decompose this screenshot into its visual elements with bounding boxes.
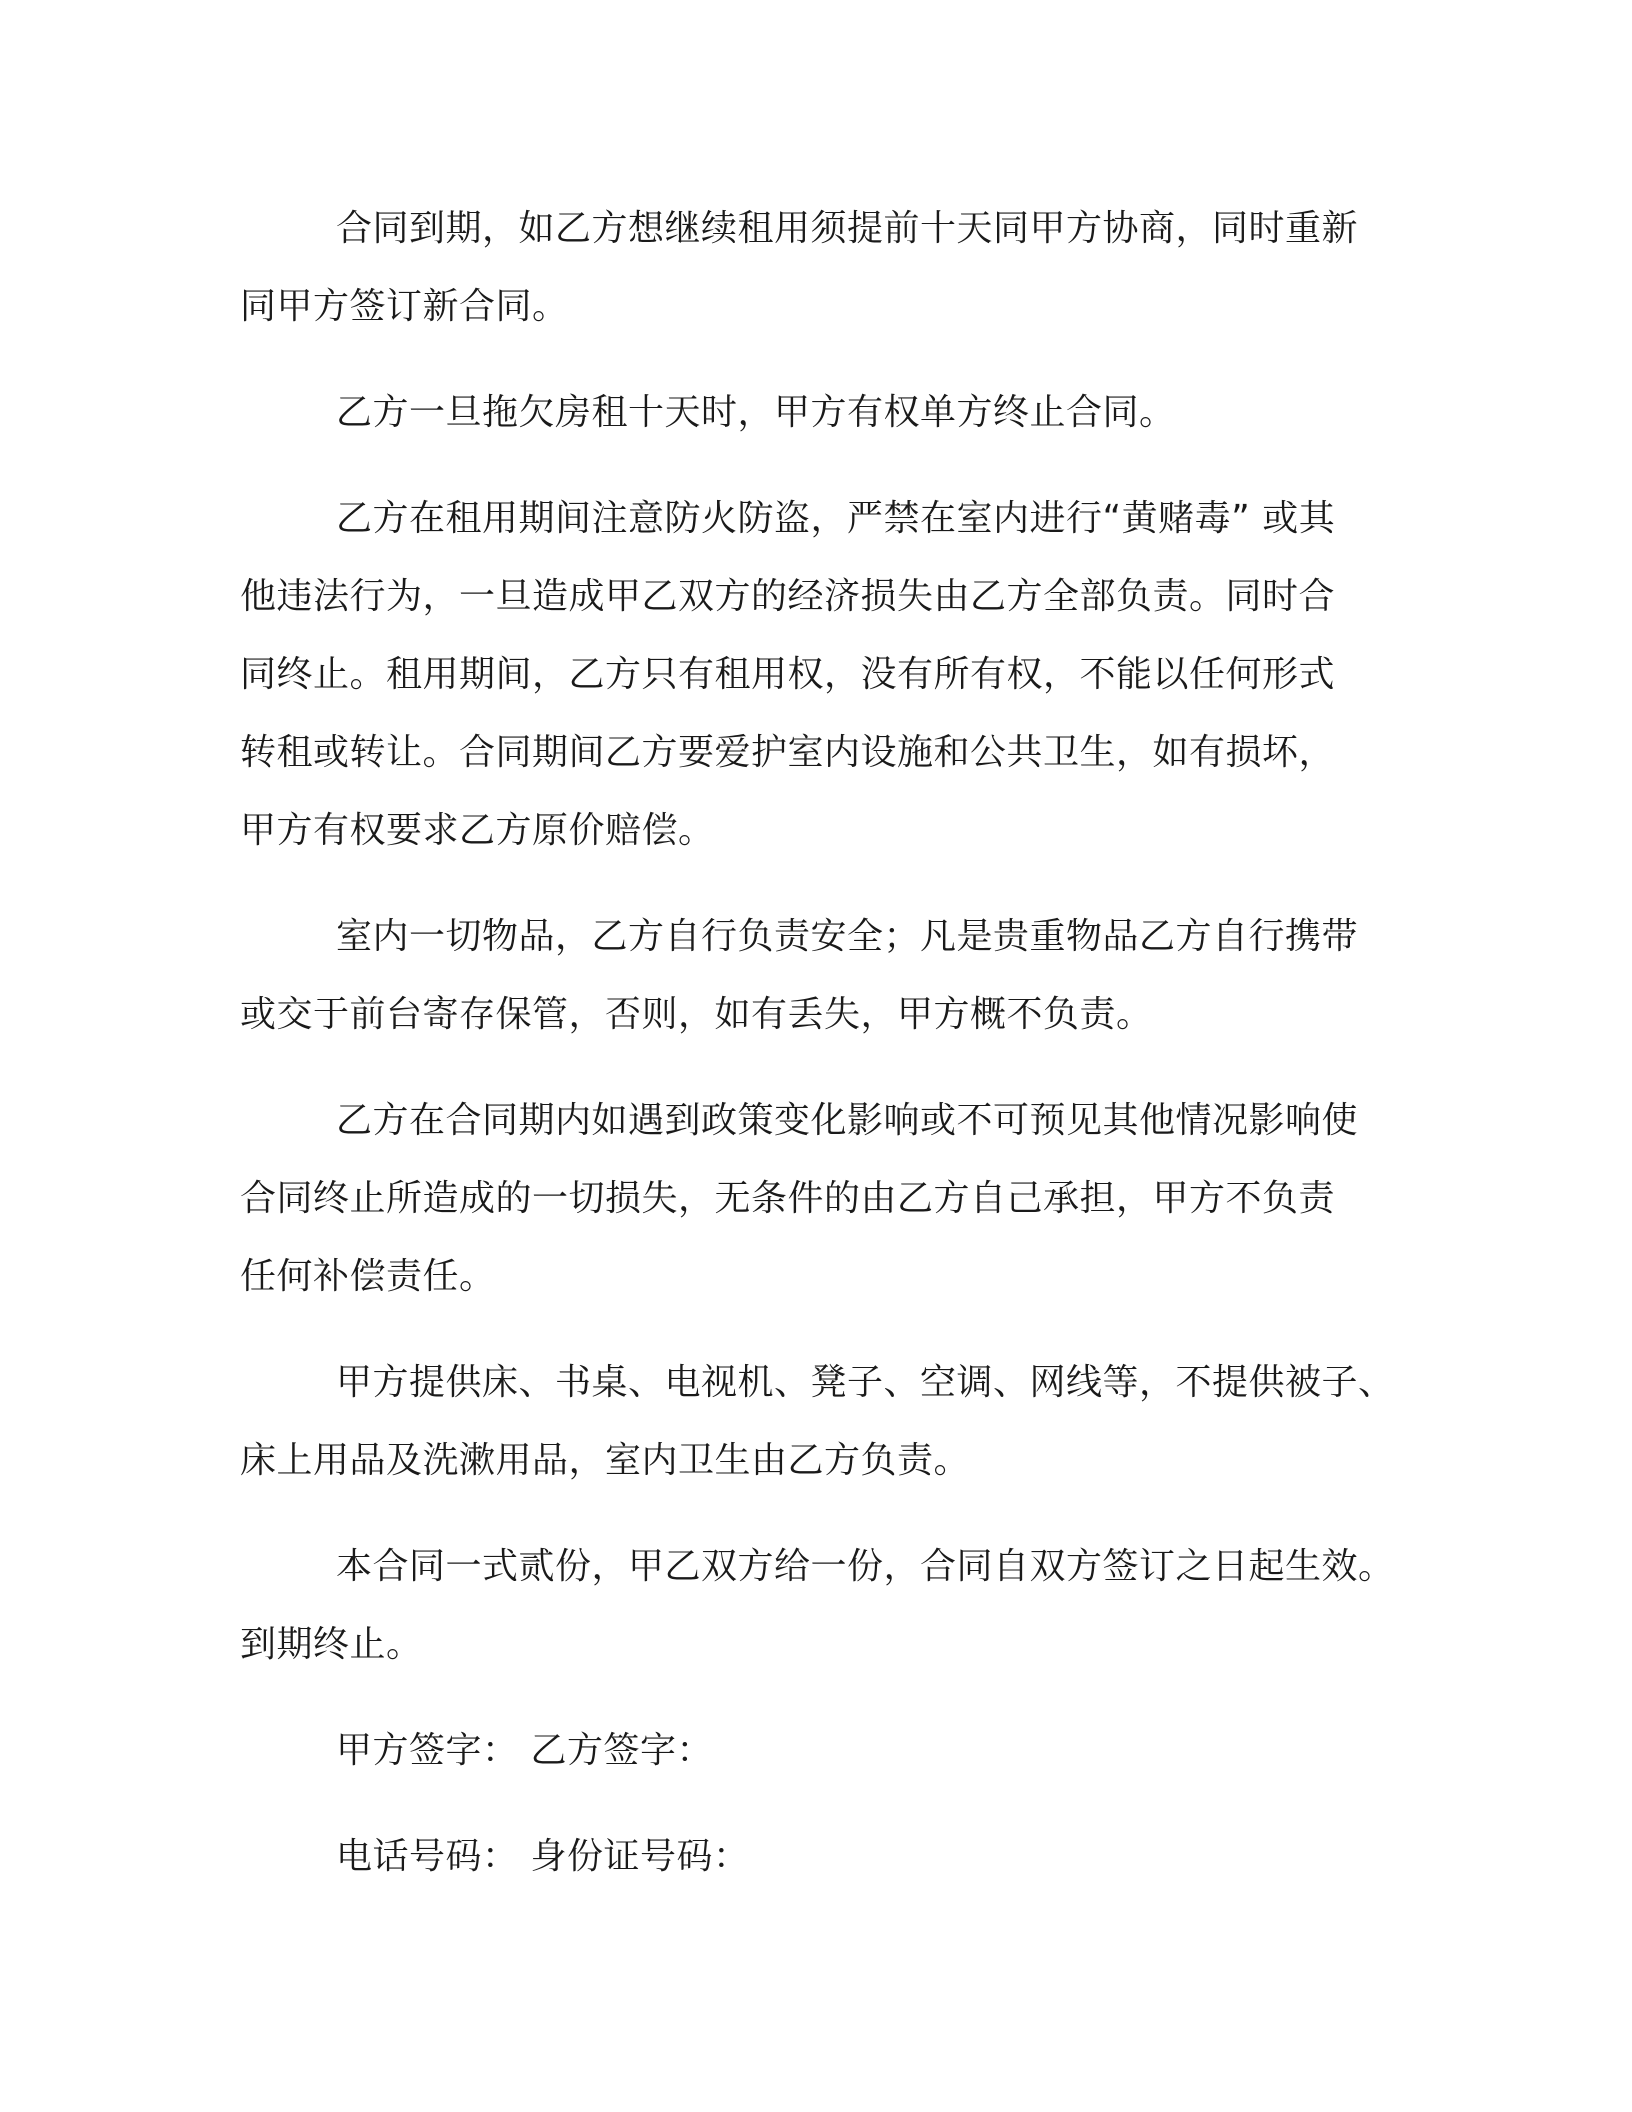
paragraph-line: 室内一切物品，乙方自行负责安全；凡是贵重物品乙方自行携带 (336, 916, 1359, 957)
paragraph-furnishings (240, 1344, 1400, 1500)
paragraph-copies (240, 1528, 1400, 1684)
paragraph-line: 转租或转让。合同期间乙方要爱护室内设施和公共卫生，如有损坏， (240, 732, 1336, 773)
signature-fields: 甲方签字： 乙方签字： (336, 1730, 713, 1771)
contact-line (240, 1818, 1400, 1896)
paragraph-line: 本合同一式贰份，甲乙双方给一份，合同自双方签订之日起生效。 (336, 1546, 1395, 1587)
paragraph-policy-changes (240, 1082, 1400, 1316)
contact-fields: 电话号码： 身份证号码： (336, 1836, 750, 1877)
paragraph-line: 乙方在合同期内如遇到政策变化影响或不可预见其他情况影响使 (336, 1100, 1359, 1141)
paragraph-rent-arrears (240, 374, 1400, 452)
paragraph-line: 同终止。租用期间，乙方只有租用权，没有所有权，不能以任何形式 (240, 654, 1336, 695)
paragraph-line: 甲方提供床、书桌、电视机、凳子、空调、网线等，不提供被子、 (336, 1362, 1395, 1403)
paragraph-line: 乙方在租用期间注意防火防盗，严禁在室内进行“黄赌毒” 或其 (336, 498, 1336, 539)
paragraph-line: 合同终止所造成的一切损失，无条件的由乙方自己承担，甲方不负责 (240, 1178, 1336, 1219)
signature-line (240, 1712, 1400, 1790)
paragraph-line: 到期终止。 (240, 1624, 423, 1665)
paragraph-line: 或交于前台寄存保管，否则，如有丢失，甲方概不负责。 (240, 994, 1153, 1035)
paragraph-line: 合同到期，如乙方想继续租用须提前十天同甲方协商，同时重新 (336, 208, 1359, 249)
paragraph-line: 他违法行为，一旦造成甲乙双方的经济损失由乙方全部负责。同时合 (240, 576, 1336, 617)
paragraph-line: 乙方一旦拖欠房租十天时，甲方有权单方终止合同。 (336, 392, 1176, 433)
paragraph-line: 同甲方签订新合同。 (240, 286, 569, 327)
paragraph-line: 床上用品及洗漱用品，室内卫生由乙方负责。 (240, 1440, 971, 1481)
document-page (240, 190, 1400, 1896)
paragraph-safety-rules (240, 480, 1400, 870)
paragraph-renewal (240, 190, 1400, 346)
paragraph-belongings (240, 898, 1400, 1054)
paragraph-line: 甲方有权要求乙方原价赔偿。 (240, 810, 715, 851)
paragraph-line: 任何补偿责任。 (240, 1256, 496, 1297)
